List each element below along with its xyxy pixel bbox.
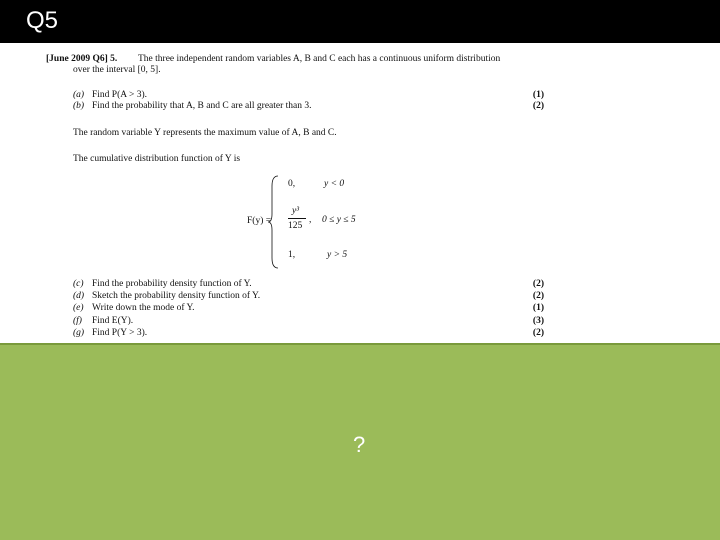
part-d-label: (d) [73,291,85,301]
cdf-lhs: F(y) = [247,216,272,226]
part-d-marks: (2) [532,291,544,301]
cdf-row2-condition: 0 ≤ y ≤ 5 [322,215,356,225]
part-a-marks: (1) [532,90,544,100]
answer-reveal-box[interactable] [0,343,720,540]
part-c-label: (c) [73,279,84,289]
part-f-marks: (3) [532,316,544,326]
answer-placeholder: ? [353,432,366,457]
part-a-text: Find P(A > 3). [92,90,147,100]
cdf-fraction-bar [288,218,306,219]
part-g-text: Find P(Y > 3). [92,328,148,338]
part-g-marks: (2) [532,328,544,338]
part-f-text: Find E(Y). [92,316,134,326]
part-e-marks: (1) [532,303,544,313]
question-header: [June 2009 Q6] 5. [46,54,118,64]
part-a-label: (a) [73,90,85,100]
cdf-row2-numerator: y³ [292,206,300,216]
cdf-row2-comma: , [309,215,312,225]
part-f-label: (f) [73,316,82,326]
cdf-row2-denominator: 125 [288,221,303,231]
question-document [0,43,720,343]
y-definition: The random variable Y represents the maximum value of A, B and C. [73,128,337,138]
part-c-marks: (2) [532,279,544,289]
part-b-text: Find the probability that A, B and C are all greater than 3. [92,101,312,111]
cdf-intro: The cumulative distribution function of Y is [73,154,241,164]
cdf-brace [268,174,280,270]
slide-title-bar [0,0,720,43]
part-g-label: (g) [73,328,85,338]
part-e-text: Write down the mode of Y. [92,303,195,313]
part-e-label: (e) [73,303,84,313]
part-c-text: Find the probability density function of Y. [92,279,252,289]
cdf-row1-value: 0, [288,179,296,189]
cdf-row1-condition: y < 0 [324,179,345,189]
question-intro-line2: over the interval [0, 5]. [73,65,161,75]
question-intro-line1: The three independent random variables A, B and C each has a continuous uniform distribution [138,54,501,64]
part-b-label: (b) [73,101,85,111]
part-d-text: Sketch the probability density function of Y. [92,291,261,301]
cdf-row3-value: 1, [288,250,296,260]
cdf-row3-condition: y > 5 [327,250,348,260]
slide-title: Q5 [26,7,59,34]
part-b-marks: (2) [532,101,544,111]
